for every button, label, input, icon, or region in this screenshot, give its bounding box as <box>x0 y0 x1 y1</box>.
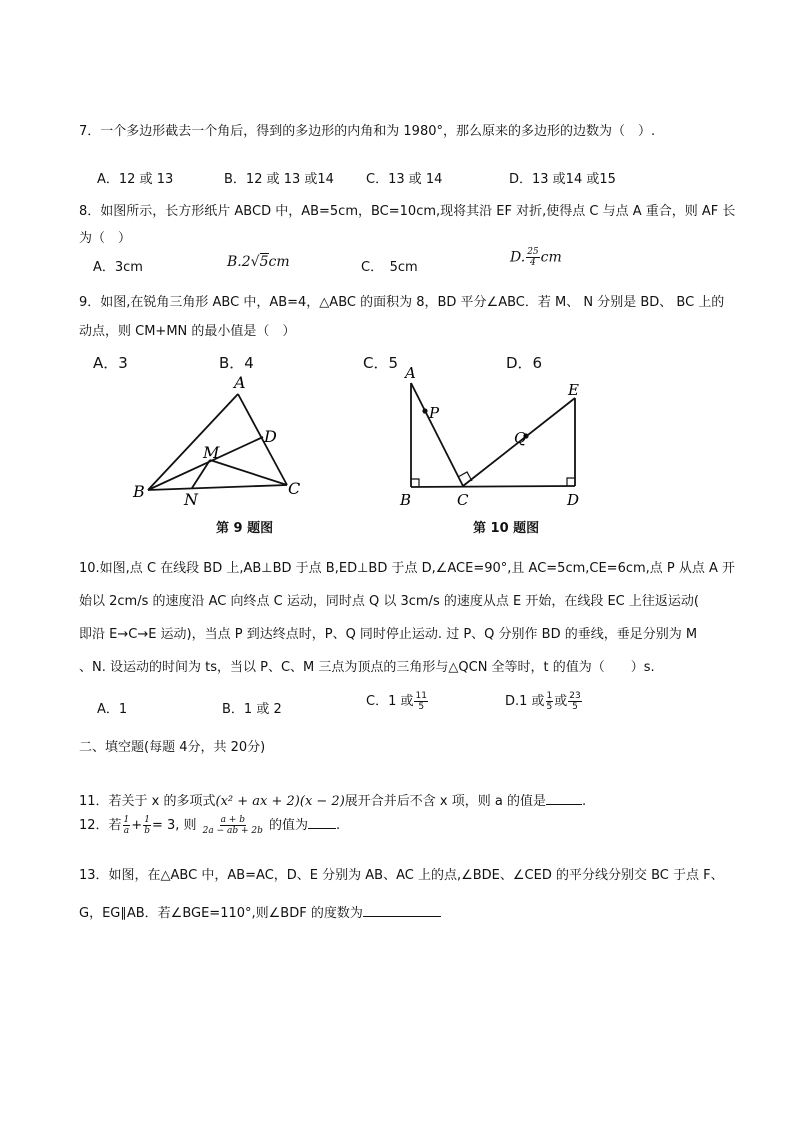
q8-option-b-unit: cm <box>268 254 290 270</box>
q12 <box>79 814 340 836</box>
q12-f1-num: 1 <box>123 815 130 825</box>
q10-option-d <box>505 690 583 712</box>
q13-line1: 13．如图，在△ABC 中，AB=AC，D、E 分别为 AB、AC 上的点,∠BDE、∠CED 的平分线分别交 BC 于点 F、 <box>79 868 724 883</box>
q8-option-a: A．3cm <box>93 260 143 275</box>
fig10-right-angle-b <box>411 479 419 487</box>
q13-answer-blank[interactable] <box>363 916 441 917</box>
fig9-caption: 第 9 题图 <box>216 521 274 536</box>
q10-line4: 、N. 设运动的时间为 ts，当以 P、C、M 三点为顶点的三角形与△QCN 全等时，t 的值为（ ）s. <box>79 660 655 675</box>
q11-suffix: 展开合并后不含 x 项，则 a 的值是 <box>344 794 546 809</box>
q7-option-b: B．12 或 13 或14 <box>224 172 334 187</box>
q8-option-d-den: 4 <box>530 258 536 268</box>
q8-option-d-num: 25 <box>527 247 539 257</box>
q9-stem-line1: 9．如图,在锐角三角形 ABC 中，AB=4，△ABC 的面积为 8，BD 平分∠ABC．若 M、 N 分别是 BD、 BC 上的 <box>79 295 725 310</box>
fig10-label-e: E <box>568 381 579 399</box>
q10-option-d-den1: 5 <box>546 702 553 712</box>
q8-option-d-prefix: D. <box>510 249 526 266</box>
q12-f1-den: a <box>123 826 130 836</box>
figure-10 <box>395 365 590 515</box>
fig10-label-c: C <box>457 491 469 509</box>
q10-option-d-mid: 或 <box>554 694 568 709</box>
q11-prefix: 11．若关于 x 的多项式 <box>79 794 216 809</box>
section-heading: 二、填空题(每题 4分，共 20分) <box>79 740 266 755</box>
q12-suffix: 的值为 <box>269 818 309 833</box>
fig10-label-p: P <box>429 404 440 422</box>
fig9-label-d: D <box>264 427 277 446</box>
q12-f3-den: 2a − ab + 2b <box>202 826 263 836</box>
q10-line3: 即沿 E→C→E 运动)，当点 P 到达终点时，P、Q 同时停止运动. 过 P、Q 分别作 BD 的垂线，垂足分别为 M <box>79 627 698 642</box>
q12-prefix: 12．若 <box>79 818 122 833</box>
q12-answer-blank[interactable] <box>308 828 336 829</box>
q7-option-a: A．12 或 13 <box>97 172 174 187</box>
q9-option-c: C．5 <box>363 354 399 372</box>
q10-line2: 始以 2cm/s 的速度沿 AC 向终点 C 运动，同时点 Q 以 3cm/s 的速度从点 E 开始，在线段 EC 上往返运动( <box>79 594 699 609</box>
q9-option-b: B．4 <box>219 354 254 372</box>
q8-option-c: C． 5cm <box>361 260 418 275</box>
q8-stem-line1: 8．如图所示，长方形纸片 ABCD 中，AB=5cm，BC=10cm,现将其沿 EF 对折,使得点 C 与点 A 重合，则 AF 长 <box>79 204 736 219</box>
q8-option-d-unit: cm <box>540 249 562 266</box>
q8-option-b <box>227 254 290 270</box>
fig10-point-p <box>422 408 427 413</box>
q8-stem-line2: 为（ ） <box>79 231 132 246</box>
fig10-label-a: A <box>405 365 416 382</box>
sqrt-symbol: √ <box>250 254 260 270</box>
q10-option-c-num: 11 <box>415 691 427 701</box>
q10-option-d-den2: 5 <box>572 702 578 712</box>
fig10-line-bd <box>411 486 575 487</box>
fig10-label-b: B <box>400 491 412 509</box>
fig10-label-q: Q <box>514 429 527 447</box>
fig9-label-m: M <box>203 443 220 462</box>
q8-option-b-radicand: 5 <box>259 254 269 270</box>
q11-end: . <box>581 794 587 809</box>
fig9-label-n: N <box>184 490 198 509</box>
fig10-label-d: D <box>567 491 580 509</box>
fig9-line-mn <box>192 460 210 488</box>
fig9-line-ab <box>148 394 238 490</box>
q12-eq: = 3, 则 <box>151 818 197 833</box>
figure-9 <box>125 370 315 510</box>
fig9-label-c: C <box>288 479 301 498</box>
q9-stem-line2: 动点，则 CM+MN 的最小值是（ ） <box>79 324 296 339</box>
q13-line2-text: G，EG∥AB．若∠BGE=110°,则∠BDF 的度数为 <box>79 906 363 921</box>
q10-option-d-prefix: D.1 或 <box>505 694 545 709</box>
q9-option-d: D．6 <box>506 354 543 372</box>
fig9-label-a: A <box>234 373 246 392</box>
q11 <box>79 790 586 809</box>
q10-option-d-num1: 1 <box>546 691 553 701</box>
q10-option-c-prefix: C．1 或 <box>366 694 414 709</box>
q10-line1: 10.如图,点 C 在线段 BD 上,AB⊥BD 于点 B,ED⊥BD 于点 D,∠ACE=90°,且 AC=5cm,CE=6cm,点 P 从点 A 开 <box>79 561 736 576</box>
q12-f3-num: a + b <box>220 815 245 825</box>
q12-f2-num: 1 <box>144 815 150 825</box>
fig10-right-angle-d <box>567 478 575 486</box>
q11-answer-blank[interactable] <box>546 804 582 805</box>
q11-expression: (x² + ax + 2)(x − 2) <box>215 794 345 809</box>
fig10-caption: 第 10 题图 <box>473 521 540 536</box>
q10-option-c-den: 5 <box>418 702 425 712</box>
q10-option-a: A．1 <box>97 702 128 717</box>
q13-line2 <box>79 902 441 921</box>
q7-option-c: C．13 或 14 <box>366 172 443 187</box>
q12-plus: + <box>131 818 143 833</box>
q10-option-c <box>366 690 429 712</box>
q10-option-b: B．1 或 2 <box>222 702 282 717</box>
fig9-label-b: B <box>133 482 145 501</box>
q12-f2-den: b <box>144 826 150 836</box>
q9-option-a: A．3 <box>93 354 128 372</box>
q8-option-d <box>510 247 562 268</box>
fig9-line-bc <box>148 485 287 490</box>
q7-option-d: D．13 或14 或15 <box>509 172 616 187</box>
q7-stem: 7．一个多边形截去一个角后，得到的多边形的内角和为 1980°，那么原来的多边形的边数为（ ）. <box>79 124 656 139</box>
q12-end: . <box>336 818 341 833</box>
fig10-line-ac <box>411 383 463 486</box>
q8-option-b-prefix: B.2 <box>227 254 251 270</box>
q10-option-d-num2: 23 <box>569 691 581 701</box>
